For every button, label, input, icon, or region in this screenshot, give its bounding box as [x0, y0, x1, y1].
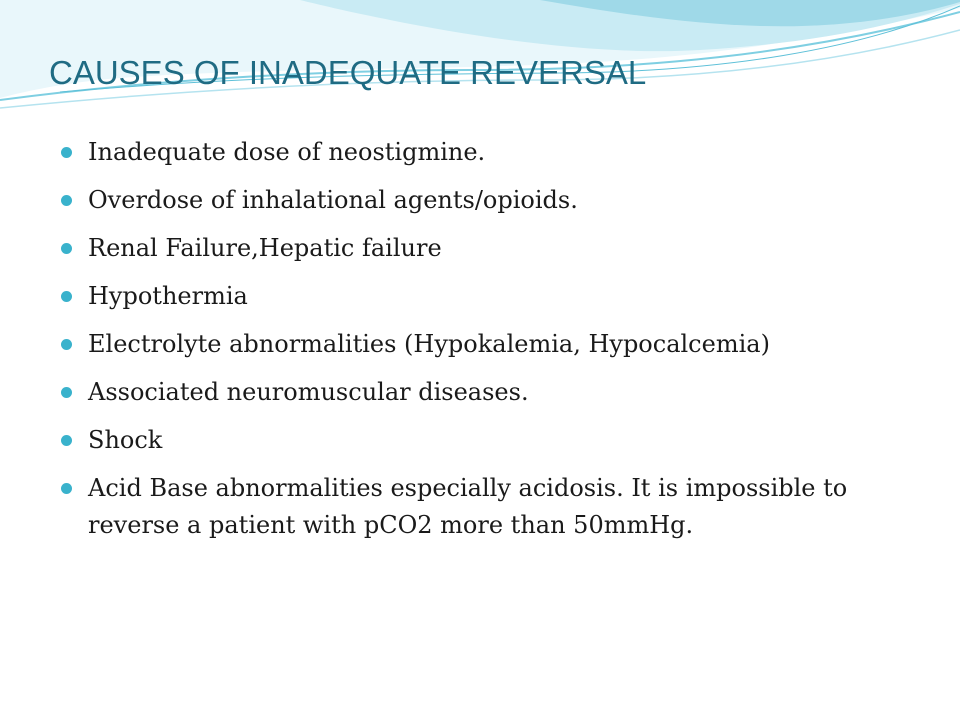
bullet-item — [60, 230, 920, 267]
bullet-item — [60, 134, 920, 171]
bullet-dot-icon — [61, 387, 72, 398]
bullet-text: Inadequate dose of neostigmine. — [88, 138, 486, 166]
bullet-item — [60, 470, 920, 544]
bullet-text: Shock — [88, 426, 163, 454]
bullet-item — [60, 278, 920, 315]
slide-title: CAUSES OF INADEQUATE REVERSAL — [49, 54, 647, 91]
bullet-item — [60, 422, 920, 459]
bullet-list — [60, 134, 920, 555]
bullet-text: Hypothermia — [88, 282, 248, 310]
bullet-text: Overdose of inhalational agents/opioids. — [88, 186, 578, 214]
bullet-dot-icon — [61, 435, 72, 446]
bullet-text: Acid Base abnormalities especially acidosis. It is impossible to reverse a patient with pCO2 more than 50mmHg. — [88, 474, 848, 539]
bullet-dot-icon — [61, 243, 72, 254]
bullet-dot-icon — [61, 291, 72, 302]
bullet-item — [60, 374, 920, 411]
bullet-item — [60, 326, 920, 363]
bullet-text: Associated neuromuscular diseases. — [88, 378, 529, 406]
bullet-text: Renal Failure,Hepatic failure — [88, 234, 442, 262]
bullet-dot-icon — [61, 339, 72, 350]
bullet-text: Electrolyte abnormalities (Hypokalemia, Hypocalcemia) — [88, 330, 770, 358]
bullet-dot-icon — [61, 195, 72, 206]
bullet-dot-icon — [61, 483, 72, 494]
bullet-dot-icon — [61, 147, 72, 158]
bullet-item — [60, 182, 920, 219]
